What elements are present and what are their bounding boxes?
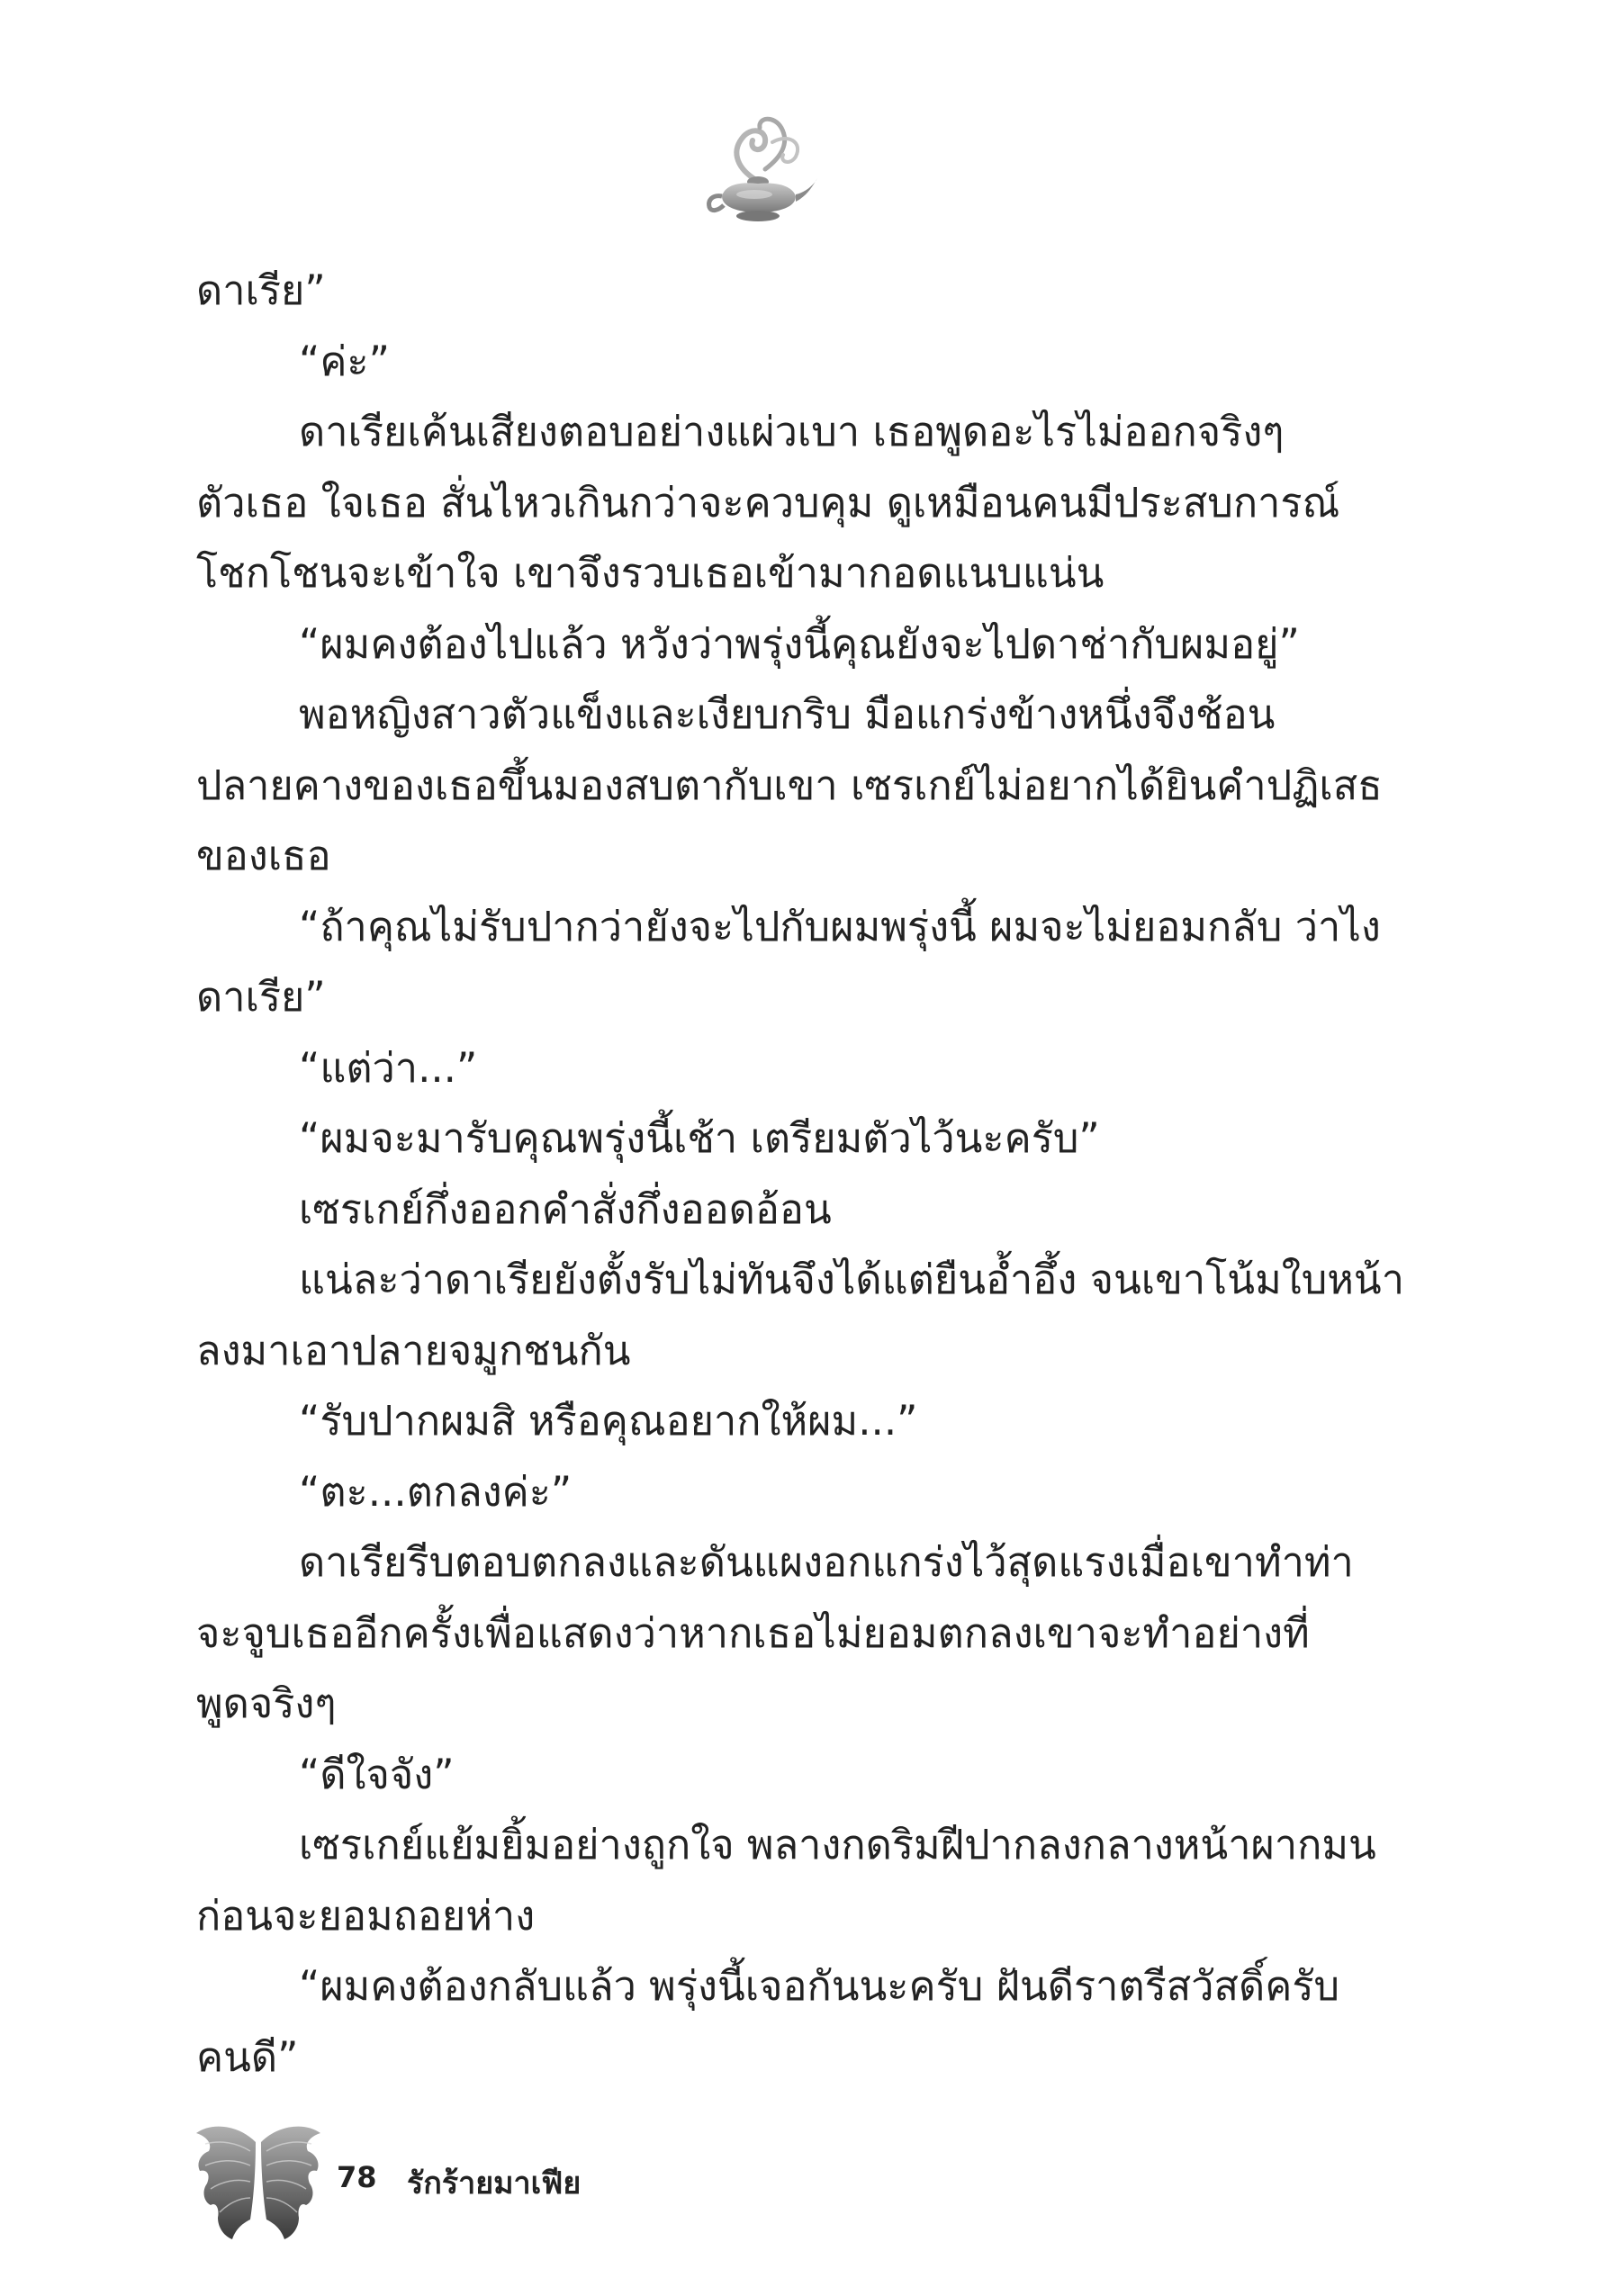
angel-wings-icon: [191, 2115, 326, 2250]
story-text: [196, 256, 1404, 2093]
text-line: คนดี”: [196, 2032, 299, 2081]
text-line: “รับปากผมสิ หรือคุณอยากให้ผม...”: [299, 1397, 918, 1445]
text-line: ดาเรีย”: [196, 973, 326, 1021]
text-line: “ดีใจจัง”: [299, 1750, 455, 1798]
text-line: จะจูบเธออีกครั้งเพื่อแสดงว่าหากเธอไม่ยอมตกลงเขาจะทำอย่างที่: [196, 1608, 1310, 1657]
text-line: แน่ละว่าดาเรียยังตั้งรับไม่ทันจึงได้แต่ยืนอ้ำอึ้ง จนเขาโน้มใบหน้า: [299, 1256, 1404, 1303]
text-line: “ผมคงต้องไปแล้ว หวังว่าพรุ่งนี้คุณยังจะไปดาช่ากับผมอยู่”: [299, 619, 1300, 668]
text-line: ก่อนจะยอมถอยห่าง: [196, 1891, 536, 1940]
page-number: 78: [337, 2160, 377, 2194]
page-footer: [191, 2115, 821, 2250]
text-line: เซรเกย์แย้มยิ้มอย่างถูกใจ พลางกดริมฝีปากลงกลางหน้าผากมน: [299, 1821, 1376, 1868]
book-title: รักร้ายมาเฟีย: [407, 2165, 582, 2201]
text-line: “ผมจะมารับคุณพรุ่งนี้เช้า เตรียมตัวไว้นะครับ”: [299, 1114, 1100, 1162]
text-line: ดาเรียเค้นเสียงตอบอย่างแผ่วเบา เธอพูดอะไรไม่ออกจริงๆ: [299, 408, 1285, 455]
text-line: ดาเรียรีบตอบตกลงและดันแผงอกแกร่งไว้สุดแรงเมื่อเขาทำท่า: [299, 1538, 1354, 1586]
text-line: ลงมาเอาปลายจมูกชนกัน: [196, 1326, 631, 1374]
text-line: “ค่ะ”: [299, 337, 390, 385]
text-line: ตัวเธอ ใจเธอ สั่นไหวเกินกว่าจะควบคุม ดูเหมือนคนมีประสบการณ์: [196, 478, 1340, 527]
text-line: “แต่ว่า...”: [299, 1043, 478, 1092]
text-line: ดาเรีย”: [196, 266, 326, 314]
genie-lamp-icon: [702, 106, 819, 232]
text-line: พูดจริงๆ: [196, 1679, 337, 1727]
text-line: เซรเกย์กึ่งออกคำสั่งกึ่งออดอ้อน: [299, 1184, 832, 1233]
text-line: “ผมคงต้องกลับแล้ว พรุ่งนี้เจอกันนะครับ ฝันดีราตรีสวัสดิ์ครับ: [299, 1962, 1340, 2010]
text-line: โชกโชนจะเข้าใจ เขาจึงรวบเธอเข้ามากอดแนบแน่น: [196, 549, 1105, 597]
text-line: พอหญิงสาวตัวแข็งและเงียบกริบ มือแกร่งข้างหนึ่งจึงช้อน: [299, 690, 1276, 738]
text-line: ปลายคางของเธอขึ้นมองสบตากับเขา เซรเกย์ไม่อยากได้ยินคำปฏิเสธ: [196, 761, 1383, 809]
text-line: “ถ้าคุณไม่รับปากว่ายังจะไปกับผมพรุ่งนี้ ผมจะไม่ยอมกลับ ว่าไง: [299, 902, 1381, 950]
text-line: ของเธอ: [196, 832, 331, 879]
text-line: “ตะ...ตกลงค่ะ”: [299, 1467, 573, 1516]
